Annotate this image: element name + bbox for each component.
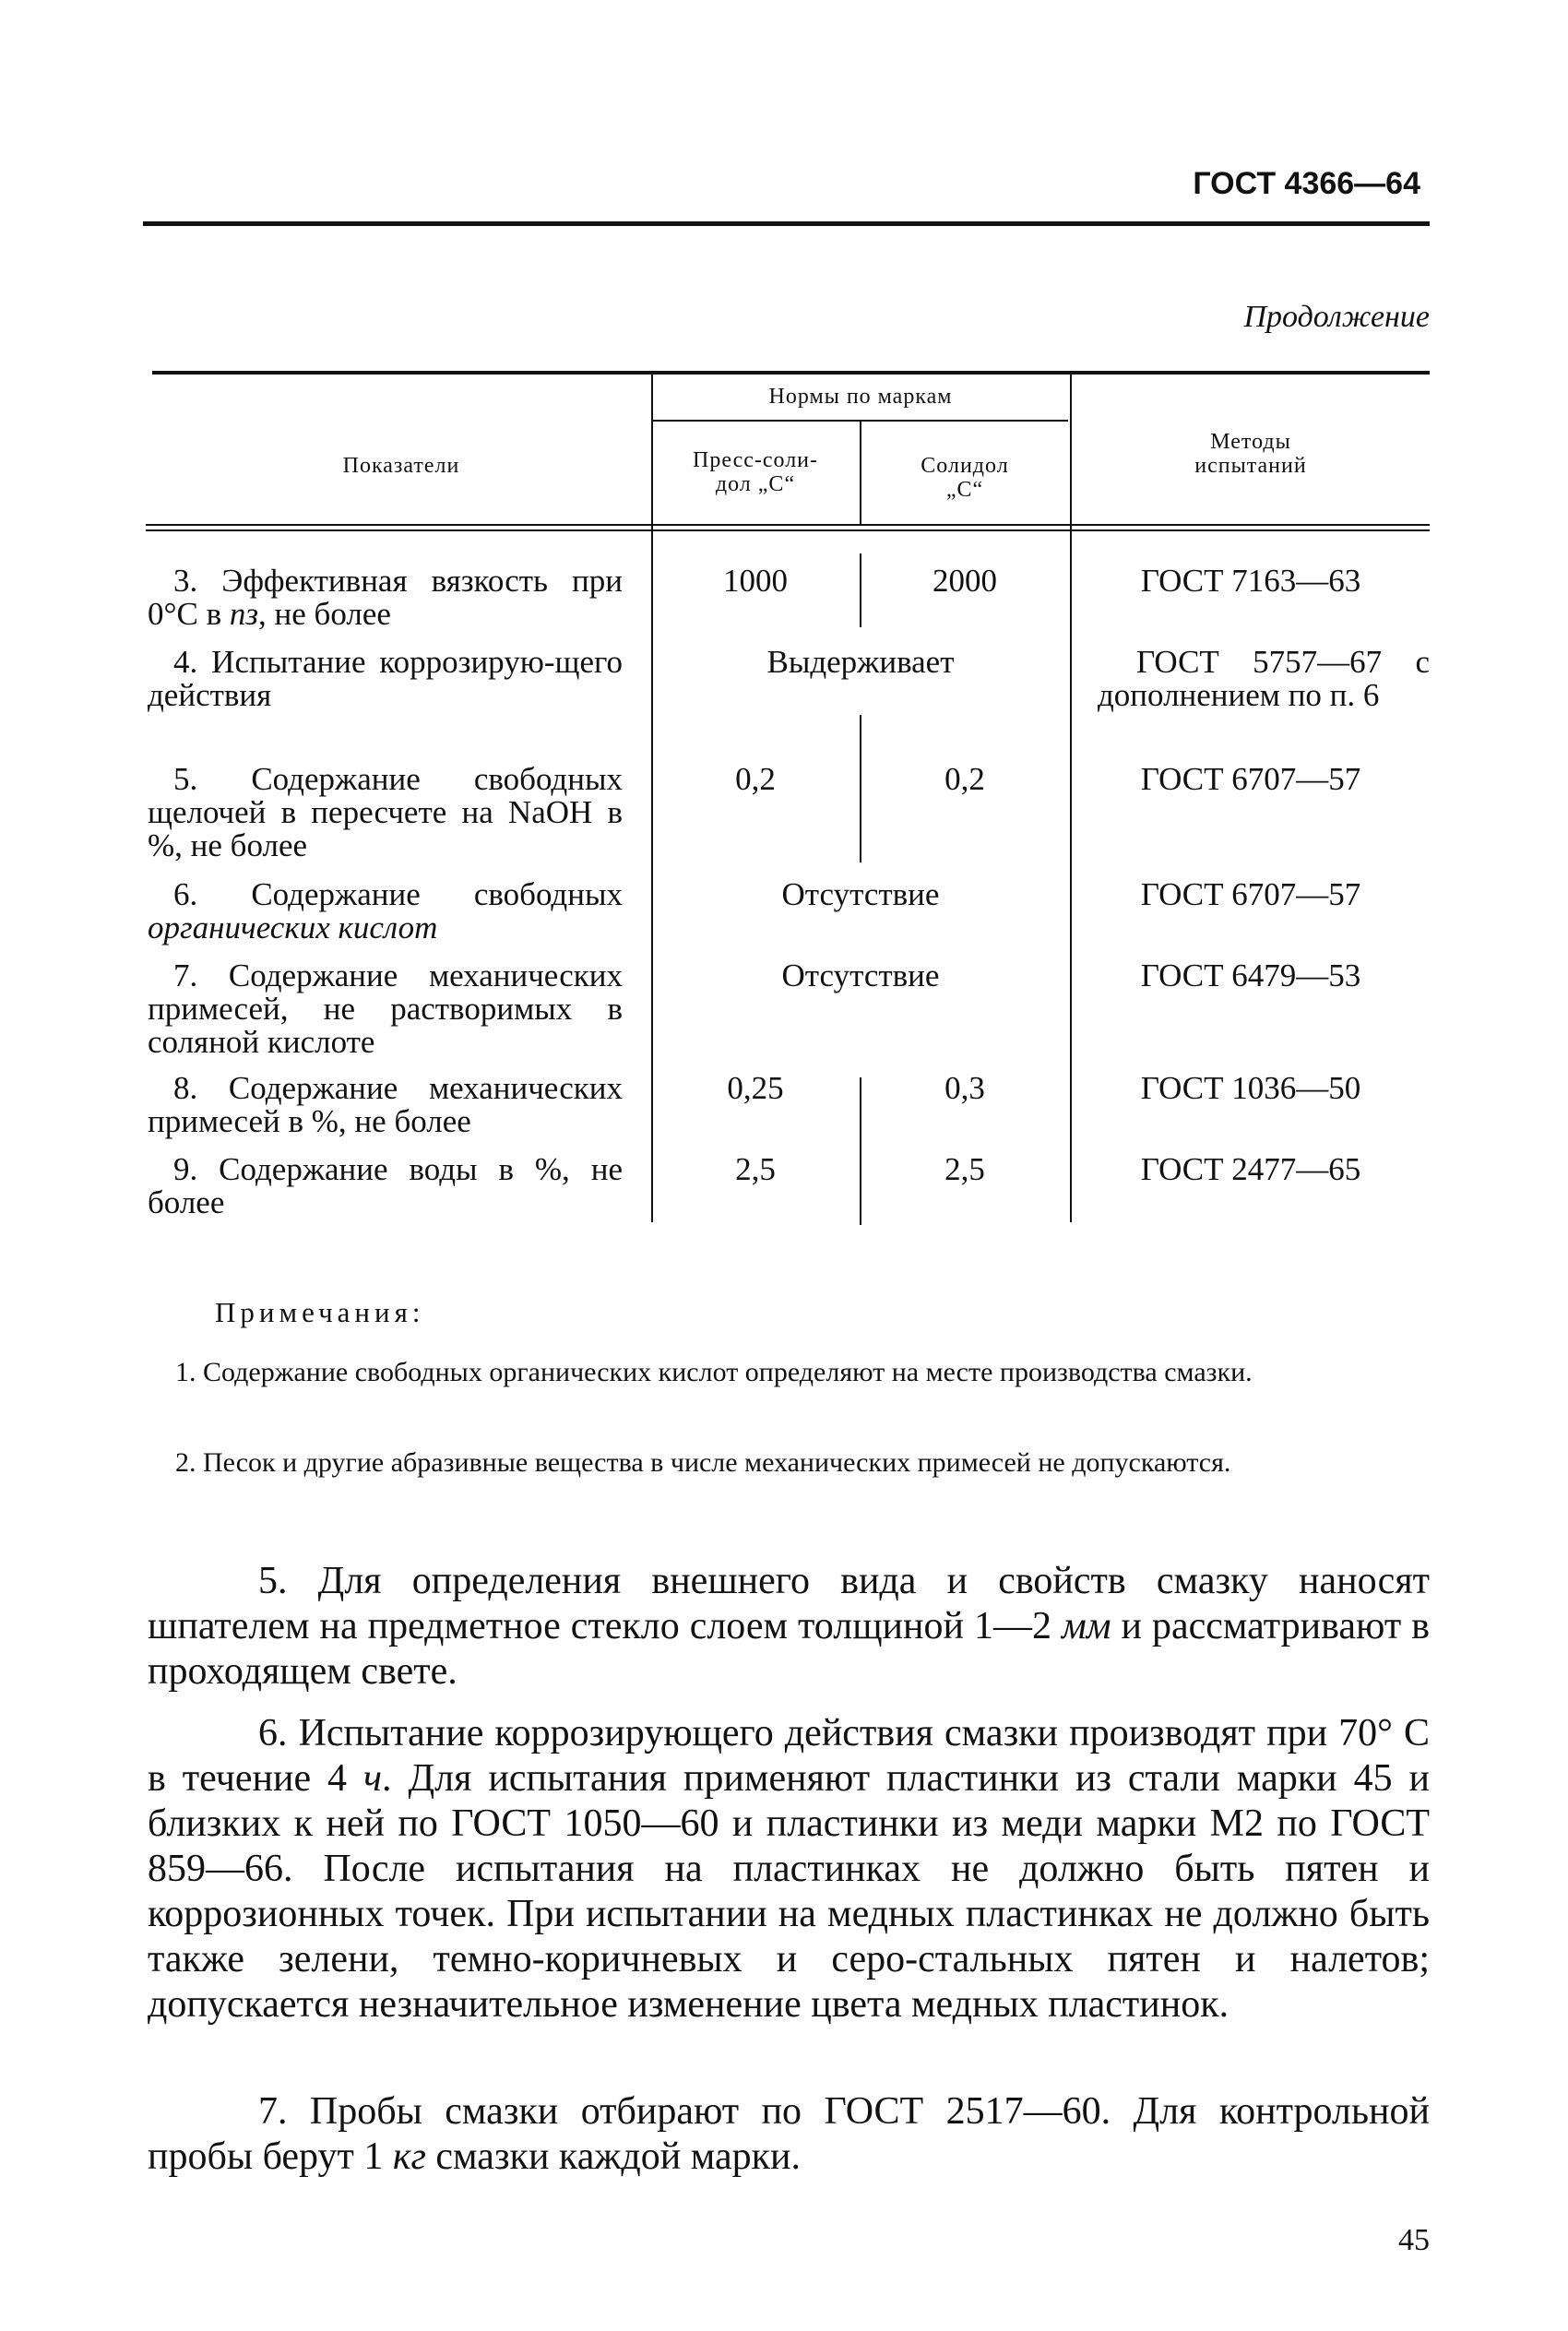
header-brand-solidol: Солидол „С“ [921, 454, 1009, 502]
table-row-4-value: Выдерживает [766, 644, 955, 680]
table-row-3-indicator: 3. Эффективная вязкость при 0°С в пз, не более [148, 563, 623, 632]
notes-title: Примечания: [215, 1296, 425, 1328]
table-row-3-value-press: 1000 [723, 563, 788, 599]
table-row-7-value: Отсутствие [781, 957, 940, 993]
header-methods: Методы испытаний [1194, 430, 1307, 478]
header-double-rule-1 [146, 524, 1430, 526]
table-row-9-method: ГОСТ 2477—65 [1140, 1151, 1361, 1187]
table-row-6-method: ГОСТ 6707—57 [1140, 876, 1361, 912]
table-row-7-indicator: 7. Содержание механических примесей, не растворимых в соляной кислоте [148, 957, 623, 1060]
header-brand-press-solidol: Пресс-соли- дол „С“ [692, 448, 819, 496]
table-row-6-indicator: 6. Содержание свободных органических кислот [148, 876, 623, 945]
table-row-7-method: ГОСТ 6479—53 [1140, 957, 1361, 993]
note-1: 1. Содержание свободных органических кислот определяют на месте производства смазки. [175, 1357, 1253, 1387]
header-norms: Нормы по маркам [768, 385, 953, 409]
table-row-8-value-solidol: 0,3 [944, 1070, 985, 1106]
table-row-8-indicator: 8. Содержание механических примесей в %, не более [148, 1070, 623, 1139]
table-top-rule [152, 371, 1430, 375]
table-row-9-value-press: 2,5 [735, 1151, 776, 1187]
continuation-label: Продолжение [1243, 300, 1430, 334]
table-row-3-method: ГОСТ 7163—63 [1140, 563, 1361, 599]
table-row-5-method: ГОСТ 6707—57 [1140, 761, 1361, 797]
page-number: 45 [1398, 2223, 1430, 2257]
table-row-5-value-press: 0,2 [735, 761, 776, 797]
table-row-5-indicator: 5. Содержание свободных щелочей в пересчете на NaOH в %, не более [148, 761, 623, 863]
header-indicators: Показатели [342, 454, 460, 478]
document-code: ГОСТ 4366—64 [1193, 166, 1420, 201]
paragraph-7: 7. Пробы смазки отбирают по ГОСТ 2517—60. Для контрольной пробы берут 1 кг смазки каждой марки. [148, 2090, 1430, 2178]
table-row-8-value-press: 0,25 [727, 1070, 784, 1106]
table-row-3-value-solidol: 2000 [932, 563, 997, 599]
header-rule [143, 221, 1430, 226]
paragraph-6: 6. Испытание коррозирующего действия смазки производят при 70° С в течение 4 ч. Для испытания применяют пластинки из стали марки 45 и близких к ней по ГОСТ 1050—60 и пластинки из меди марки М2 по ГОСТ 859—66. После испытания на пластинках не должно быть пятен и коррозионных точек. При испытании на медных пластинках не должно быть также зелени, темно-коричневых и серо-стальных пятен и налетов; допускается незначительное изменение цвета медных пластинок. [148, 1712, 1431, 2026]
table-row-6-value: Отсутствие [781, 876, 940, 912]
table-row-9-value-solidol: 2,5 [944, 1151, 985, 1187]
note-2: 2. Песок и другие абразивные вещества в числе механических примесей не допускаются. [175, 1447, 1231, 1478]
table-row-4-method: ГОСТ 5757—67 с дополнением по п. 6 [1098, 644, 1430, 713]
table-row-4-indicator: 4. Испытание коррозирую-щего действия [148, 644, 623, 713]
paragraph-5: 5. Для определения внешнего вида и свойств смазку наносят шпателем на предметное стекло слоем толщиной 1—2 мм и рассматривают в проходящем свете. [148, 1560, 1430, 1693]
table-row-9-indicator: 9. Содержание воды в %, не более [148, 1151, 623, 1220]
table-row-8-method: ГОСТ 1036—50 [1140, 1070, 1361, 1106]
table-row-5-value-solidol: 0,2 [944, 761, 985, 797]
header-double-rule-2 [146, 529, 1430, 531]
